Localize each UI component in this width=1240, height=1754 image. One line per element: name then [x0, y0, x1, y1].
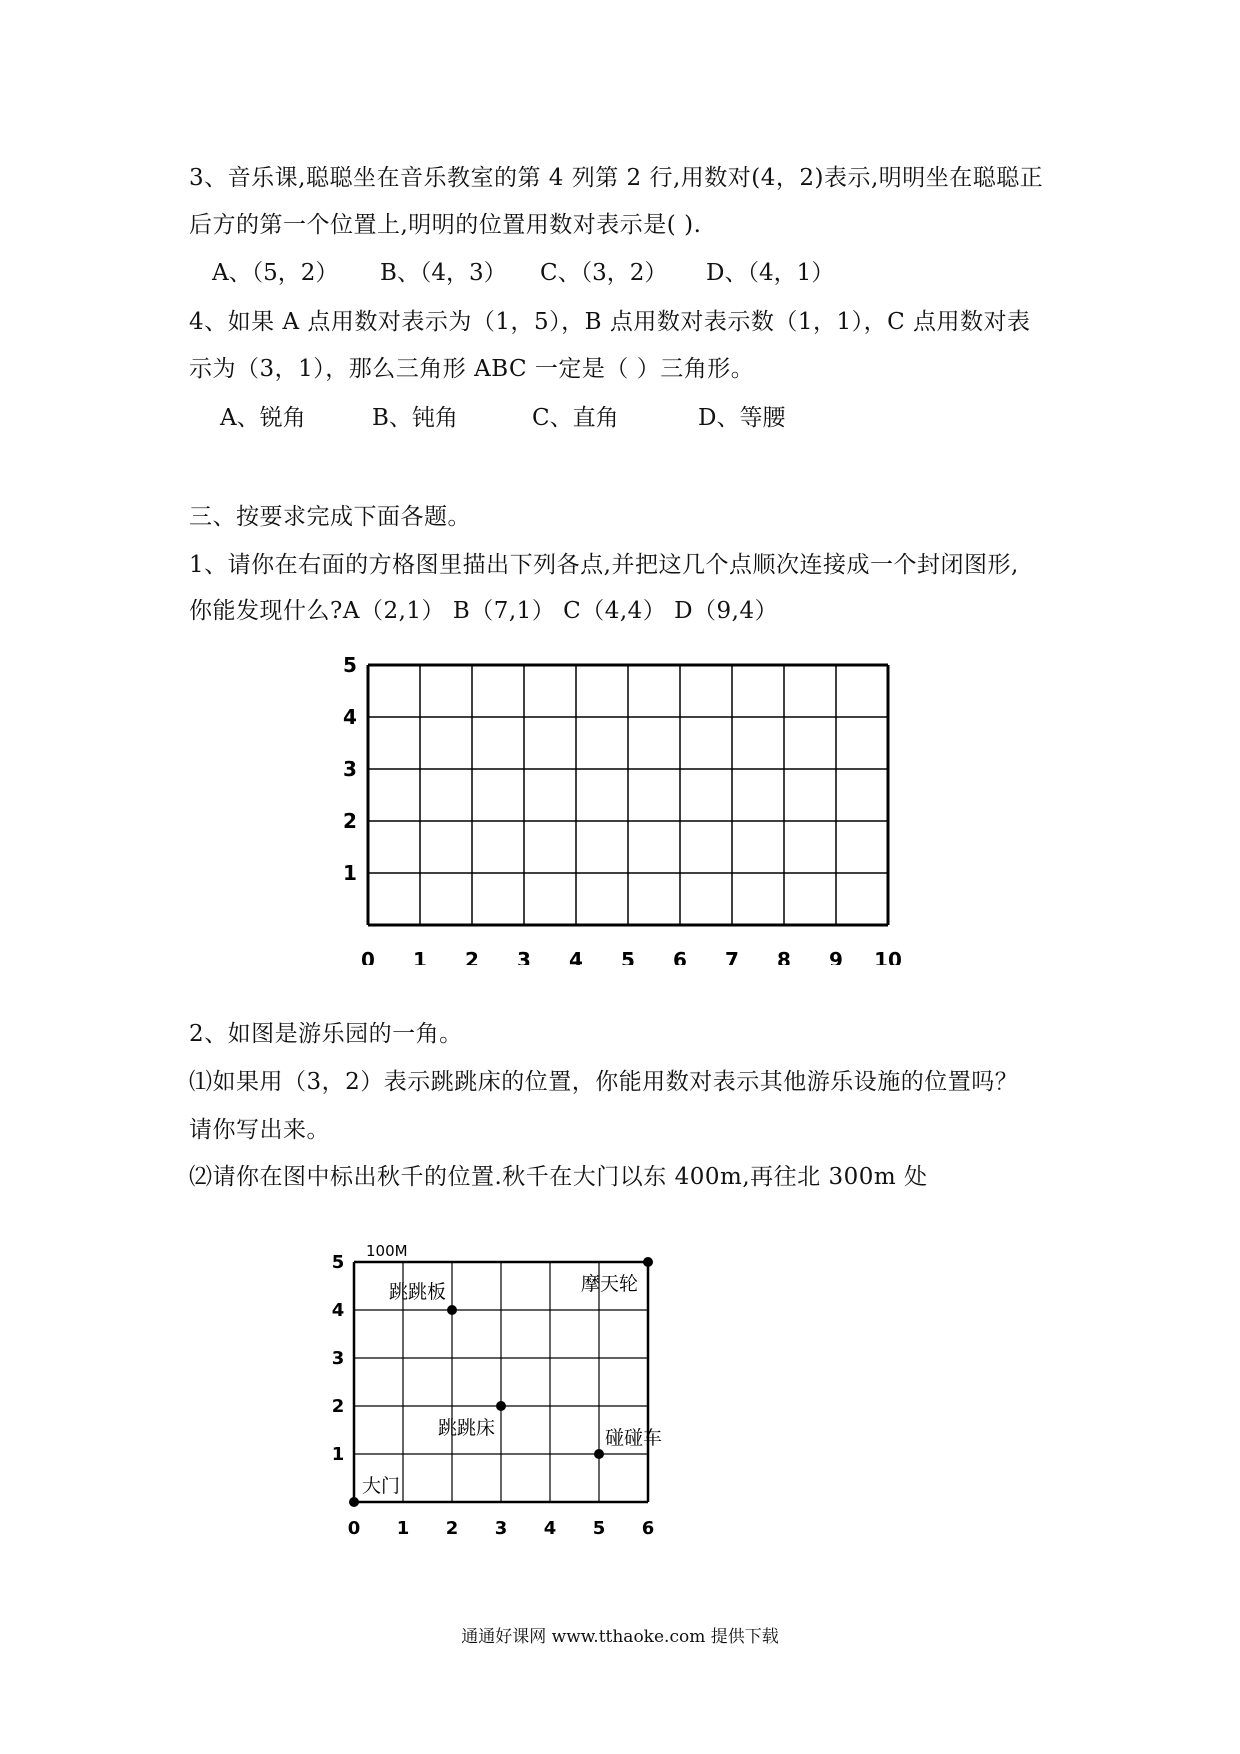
- map-point-label: 摩天轮: [580, 1273, 638, 1295]
- map-point-label: 大门: [362, 1475, 401, 1497]
- map-point: [447, 1305, 457, 1315]
- map-point: [594, 1449, 604, 1459]
- map-x-tick-label: 0: [347, 1518, 361, 1539]
- y-tick-label: 4: [343, 705, 357, 729]
- map-x-tick-label: 1: [396, 1518, 410, 1539]
- x-tick-label: 7: [725, 948, 739, 965]
- map-point: [643, 1257, 653, 1267]
- problem2-text-line3: 请你写出来。: [189, 1117, 330, 1143]
- x-tick-label: 4: [569, 948, 583, 965]
- x-tick-label: 2: [465, 948, 479, 965]
- section-heading: 三、按要求完成下面各题。: [189, 504, 471, 530]
- map-x-tick-label: 5: [592, 1518, 606, 1539]
- q3-option-a: A、（5，2）: [212, 260, 339, 286]
- map-x-tick-label: 3: [494, 1518, 508, 1539]
- map-y-tick-label: 1: [331, 1444, 345, 1465]
- y-tick-label: 1: [343, 861, 357, 885]
- x-tick-label: 9: [829, 948, 843, 965]
- x-tick-label: 3: [517, 948, 531, 965]
- q4-text-line2: 示为（3，1），那么三角形 ABC 一定是（ ）三角形。: [189, 356, 755, 382]
- x-tick-label: 6: [673, 948, 687, 965]
- problem2-text-line4: ⑵请你在图中标出秋千的位置.秋千在大门以东 400m,再往北 300m 处: [189, 1164, 928, 1190]
- map-point-label: 跳跳床: [437, 1417, 495, 1439]
- map-x-tick-label: 2: [445, 1518, 459, 1539]
- x-tick-label: 8: [777, 948, 791, 965]
- map-point: [496, 1401, 506, 1411]
- y-tick-label: 3: [343, 757, 357, 781]
- q3-option-b: B、（4，3）: [380, 260, 507, 286]
- q3-option-d: D、（4，1）: [706, 260, 835, 286]
- q4-option-b: B、钝角: [372, 405, 458, 431]
- problem1-text-line1: 1、请你在右面的方格图里描出下列各点,并把这几个点顺次连接成一个封闭图形,: [189, 552, 1019, 578]
- problem2-text-line2: ⑴如果用（3，2）表示跳跳床的位置，你能用数对表示其他游乐设施的位置吗？: [189, 1069, 1019, 1095]
- y-tick-label: 2: [343, 809, 357, 833]
- x-tick-label: 1: [413, 948, 427, 965]
- q4-option-a: A、锐角: [220, 405, 306, 431]
- map-x-tick-label: 4: [543, 1518, 557, 1539]
- q3-text-line1: 3、音乐课,聪聪坐在音乐教室的第 4 列第 2 行,用数对(4，2)表示,明明坐在聪聪正: [189, 165, 1044, 191]
- map-y-tick-label: 3: [331, 1348, 345, 1369]
- q3-option-c: C、（3，2）: [540, 260, 668, 286]
- map-y-tick-label: 5: [331, 1252, 345, 1273]
- footer-text: 通通好课网 www.tthaoke.com 提供下载: [461, 1627, 779, 1647]
- y-tick-label: 5: [343, 653, 357, 677]
- amusement-park-map: [330, 1220, 730, 1544]
- coordinate-grid-1-svg: [320, 645, 920, 965]
- unit-label: 100M: [366, 1242, 408, 1260]
- map-point-label: 碰碰车: [605, 1427, 663, 1449]
- q4-option-c: C、直角: [532, 405, 619, 431]
- x-tick-label: 5: [621, 948, 635, 965]
- coordinate-grid-1: [320, 645, 920, 969]
- map-point-label: 跳跳板: [388, 1281, 446, 1303]
- map-y-tick-label: 4: [331, 1300, 345, 1321]
- amusement-park-map-svg: [330, 1220, 730, 1540]
- q4-option-d: D、等腰: [698, 405, 786, 431]
- x-tick-label: 0: [361, 948, 375, 965]
- map-y-tick-label: 2: [331, 1396, 345, 1417]
- q3-text-line2: 后方的第一个位置上,明明的位置用数对表示是( ).: [189, 212, 702, 238]
- x-tick-label: 10: [874, 948, 902, 965]
- problem2-text-line1: 2、如图是游乐园的一角。: [189, 1021, 463, 1047]
- q4-text-line1: 4、如果 A 点用数对表示为（1，5），B 点用数对表示数（1，1），C 点用数对表: [189, 309, 1031, 335]
- problem1-text-line2: 你能发现什么?A（2,1） B（7,1） C（4,4） D（9,4）: [189, 598, 779, 624]
- map-point: [349, 1497, 359, 1507]
- map-x-tick-label: 6: [641, 1518, 655, 1539]
